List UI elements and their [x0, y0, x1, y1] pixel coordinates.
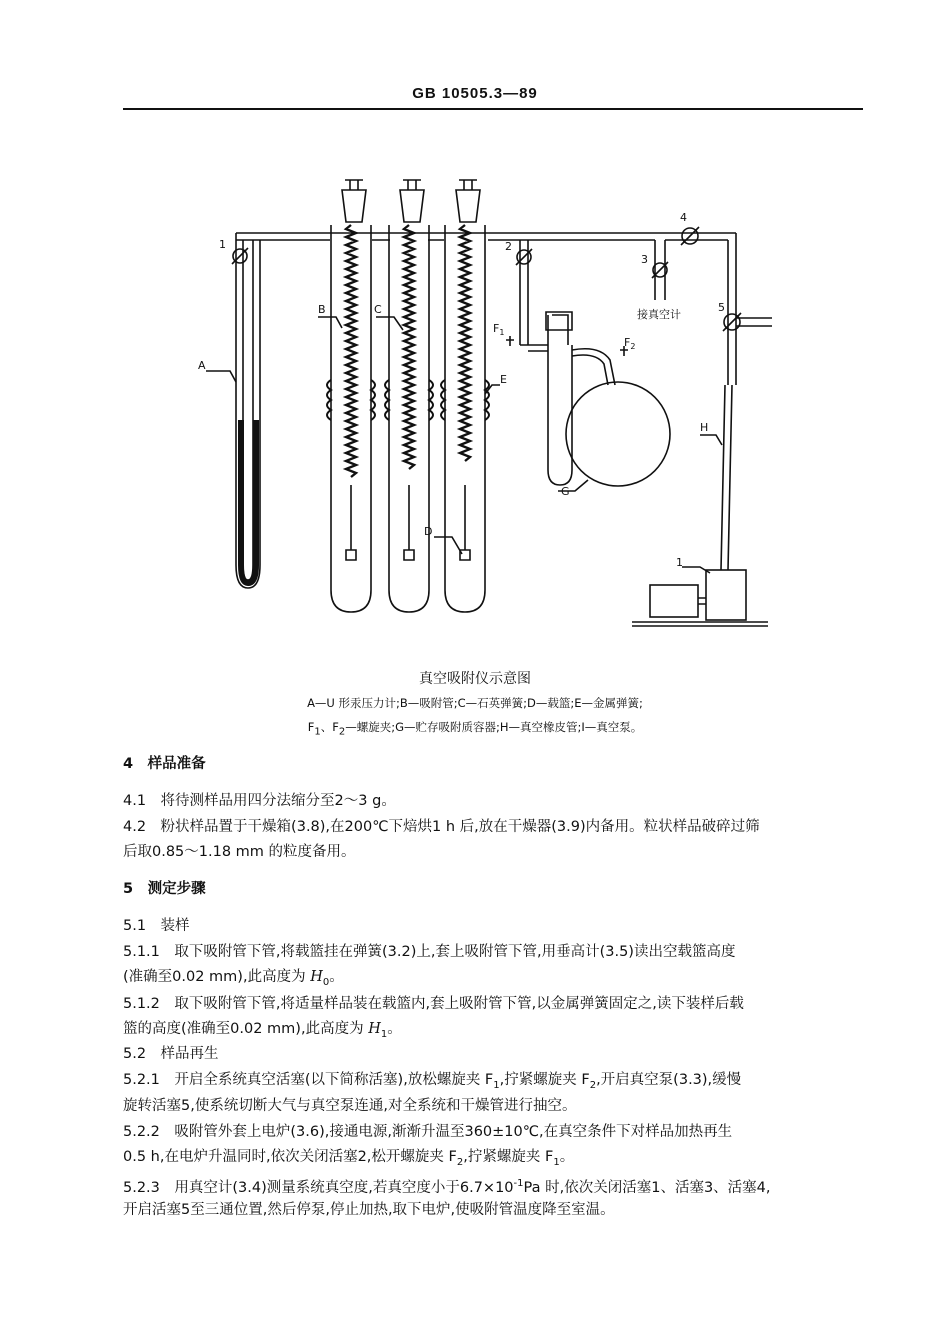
apparatus-diagram [0, 170, 950, 650]
section-4-heading: 4 样品准备 [123, 756, 206, 772]
para-5-2-1-line1: 5.2.1 开启全系统真空活塞(以下简称活塞),放松螺旋夹 $F_1$,拧紧螺旋夹 $F_2$,开启真空泵(3.3),缓慢 [123, 1072, 742, 1091]
clamp-f1 [506, 336, 514, 346]
para-4-2-line2: 后取0.85～1.18 mm 的粒度备用。 [123, 844, 356, 860]
pump-base [632, 622, 768, 626]
quartz-spring-1 [346, 225, 356, 477]
para-5-1-2-line1: 5.1.2 取下吸附管下管,将适量样品装在载篮内,套上吸附管下管,以金属弹簧固定之,读下装样后载 [123, 996, 744, 1012]
basket-hanger-2 [404, 485, 414, 560]
para-5-2-2-line1: 5.2.2 吸附管外套上电炉(3.6),接通电源,渐渐升温至360±10℃,在真空条件下对样品加热再生 [123, 1124, 733, 1140]
para-5-1-1-line2: (准确至0.02 mm),此高度为 $H_0$。 [123, 969, 344, 988]
para-5-2-2-line2: 0.5 h,在电炉升温同时,依次关闭活塞2,松开螺旋夹 $F_2$,拧紧螺旋夹 $F_1$。 [123, 1149, 575, 1168]
manifold-pipe [236, 233, 736, 240]
para-5-2-1-line2: 旋转活塞5,使系统切断大气与真空泵连通,对全系统和干燥管进行抽空。 [123, 1098, 577, 1114]
standard-code: GB 10505.3—89 [412, 85, 538, 102]
label-c: C [374, 303, 382, 316]
label-f1: $F_1$ [493, 322, 505, 337]
quartz-spring-2 [404, 225, 414, 469]
mercury-column [241, 420, 256, 583]
connector-pipe-2 [520, 240, 528, 345]
stopcock-5 [723, 313, 741, 331]
para-5-2-3-line2: 开启活塞5至三通位置,然后停泵,停止加热,取下电炉,使吸附管温度降至室温。 [123, 1202, 615, 1218]
figure-caption: 真空吸附仪示意图 [419, 671, 531, 687]
quartz-spring-3 [460, 225, 470, 461]
stopcock-2 [516, 249, 532, 265]
para-5-2: 5.2 样品再生 [123, 1046, 219, 1062]
connector-f2 [572, 349, 615, 385]
basket-hanger-3 [460, 485, 470, 560]
label-f2: $F_2$ [624, 336, 636, 351]
valve5-outlet [736, 318, 772, 326]
label-valve5: 5 [718, 301, 725, 314]
para-5-2-3-line1: 5.2.3 用真空计(3.4)测量系统真空度,若真空度小于$6.7\times 10^{-1}Pa$ 时,依次关闭活塞1、活塞3、活塞4, [123, 1178, 771, 1196]
basket-hanger-1 [346, 485, 356, 560]
label-valve3: 3 [641, 253, 648, 266]
label-g: G [561, 485, 570, 498]
drying-tube [548, 315, 572, 485]
storage-flask-g [566, 382, 670, 486]
pump-body [706, 570, 746, 620]
para-4-2-line1: 4.2 粉状样品置于干燥箱(3.8),在200℃下焙烘1 h 后,放在干燥器(3.9)内备用。粒状样品破碎过筛 [123, 819, 760, 835]
stopcock-4 [681, 227, 699, 245]
label-e: E [500, 373, 507, 386]
section-5-heading: 5 测定步骤 [123, 881, 206, 897]
label-h: H [700, 421, 709, 434]
para-5-1-2-line2: 篮的高度(准确至0.02 mm),此高度为 $H_1$。 [123, 1021, 402, 1040]
label-vacuum-gauge: 接真空计 [637, 308, 681, 321]
label-valve4: 4 [680, 211, 687, 224]
para-5-1: 5.1 装样 [123, 918, 190, 934]
label-valve2: 2 [505, 240, 512, 253]
header-rule [123, 108, 863, 110]
para-4-1: 4.1 将待测样品用四分法缩分至2～3 g。 [123, 793, 396, 809]
rubber-tube-h [721, 385, 732, 570]
label-i: 1 [676, 556, 683, 569]
label-d: D [424, 525, 433, 538]
label-a: A [198, 359, 206, 372]
label-valve1: 1 [219, 238, 226, 251]
pump-shaft [698, 598, 706, 604]
para-5-1-1-line1: 5.1.1 取下吸附管下管,将载篮挂在弹簧(3.2)上,套上吸附管下管,用垂高计(3.5)读出空载篮高度 [123, 944, 736, 960]
figure-legend-line1: A—U 形汞压力计;B—吸附管;C—石英弹簧;D—载篮;E—金属弹簧; [307, 696, 643, 710]
label-b: B [318, 303, 326, 316]
pump-motor [650, 585, 698, 617]
connector-f1 [520, 345, 548, 351]
stopcock-1 [232, 248, 248, 264]
figure-legend-line2: F1、F2—螺旋夹;G—贮存吸附质容器;H—真空橡皮管;I—真空泵。 [307, 720, 643, 738]
right-pipe [728, 233, 736, 385]
